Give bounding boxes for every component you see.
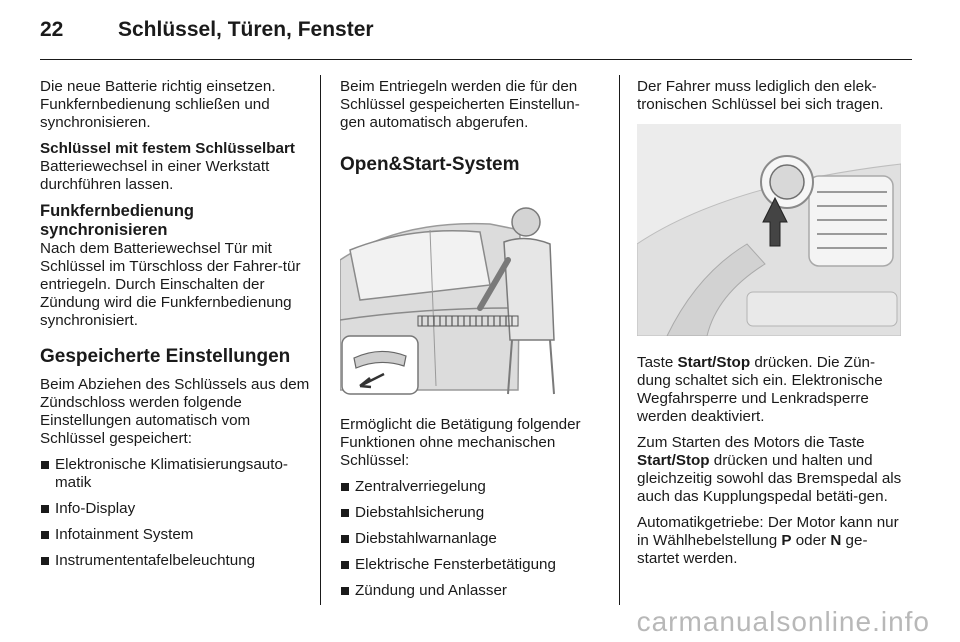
list-item: Infotainment System [40,526,310,544]
list-item: Diebstahlsicherung [340,504,602,522]
start-stop-button-illustration [637,124,901,336]
paragraph-start-stop [637,354,905,426]
paragraph: Beim Entriegeln werden die für den Schlüssel gespeicherten Einstellun-gen automatisch abgerufen. [340,78,580,131]
list-item: Zündung und Anlasser [340,582,602,600]
page-number: 22 [40,18,64,41]
list-item: Elektrische Fensterbetätigung [340,556,602,574]
open-start-function-list [340,478,602,600]
text: Zum Starten des Motors die Taste [637,434,865,451]
text: drücken und halten und gleichzeitig sowohl das Bremspedal als auch das Kupplungspedal betäti-gen. [637,452,902,505]
page-header [40,18,920,48]
column-2 [340,78,602,608]
text: Automatikgetriebe: Der Motor kann nur in Wählhebelstellung [637,514,899,549]
heading-open-start: Open&Start-System [340,154,520,175]
heading-stored-settings: Gespeicherte Einstellungen [40,346,291,367]
start-stop-label: Start/Stop [677,354,751,371]
paragraph-automatic [637,514,905,568]
start-stop-label: Start/Stop [637,452,710,469]
paragraph: Der Fahrer muss lediglich den elek-tronischen Schlüssel bei sich tragen. [637,78,884,113]
paragraph: Beim Abziehen des Schlüssels aus dem Zündschloss werden folgende Einstellungen automatisch vom Schlüssel gespeichert: [40,376,310,447]
text: Taste [637,354,678,371]
heading-sync-remote: Funkfernbedienung synchronisieren [40,202,194,239]
text: oder [791,532,831,549]
paragraph: Die neue Batterie richtig einsetzen. Funkfernbedienung schließen und synchronisieren. [40,78,276,131]
stored-settings-list [40,456,310,570]
list-item: Elektronische Klimatisierungsauto-matik [40,456,310,492]
header-rule [40,59,912,60]
subheading-fixed-key: Schlüssel mit festem Schlüsselbart [40,140,295,157]
text: ge-startet werden. [637,532,868,567]
column-divider-1 [320,75,321,605]
page-title: Schlüssel, Türen, Fenster [118,18,374,41]
gear-p-label: P [781,532,792,549]
gear-n-label: N [830,532,842,549]
paragraph: Ermöglicht die Betätigung folgender Funktionen ohne mechanischen Schlüssel: [340,416,581,469]
text: drücken. Die Zün-dung schaltet sich ein. Elektronische Wegfahrsperre und Lenkradsperre werden deaktiviert. [637,354,883,425]
column-1 [40,78,310,578]
list-item: Diebstahlwarnanlage [340,530,602,548]
car-door-illustration [340,190,602,398]
paragraph: Nach dem Batteriewechsel Tür mit Schlüssel im Türschloss der Fahrer-tür entriegeln. Durch Einschalten der Zündung wird die Funkfernbedienung synchronisiert. [40,240,301,329]
paragraph-start-engine [637,434,905,506]
watermark: carmanualsonline.info [636,606,930,637]
list-item: Info-Display [40,500,310,518]
list-item: Zentralverriegelung [340,478,602,496]
paragraph: Batteriewechsel in einer Werkstatt durchführen lassen. [40,158,270,193]
column-divider-2 [619,75,620,605]
column-3 [637,78,905,576]
list-item: Instrumententafelbeleuchtung [40,552,310,570]
